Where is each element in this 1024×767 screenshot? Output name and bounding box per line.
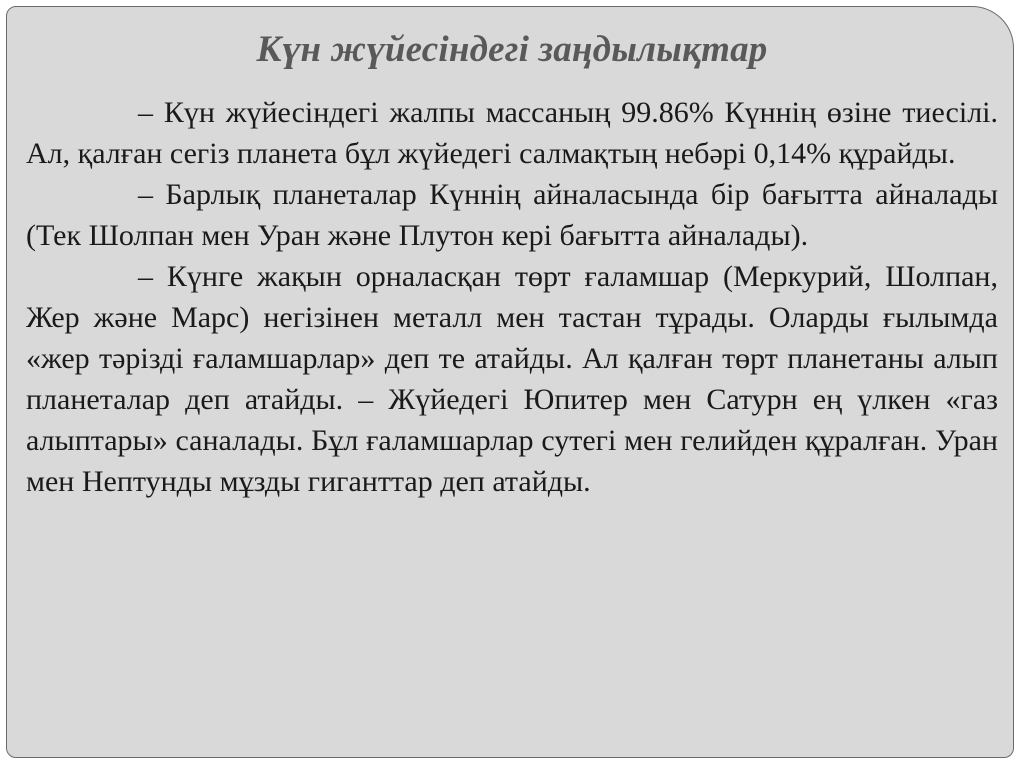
slide-title: Күн жүйесіндегі заңдылықтар	[256, 29, 768, 70]
slide-body	[26, 92, 998, 502]
paragraph-mass: – Күн жүйесіндегі жалпы массаның 99.86% Күннің өзіне тиесілі. Ал, қалған сегіз планета бұл жүйедегі салмақтың небәрі 0,14% құрайды.	[26, 96, 998, 170]
paragraph-planet-types: – Күнге жақын орналасқан төрт ғаламшар (Меркурий, Шолпан, Жер және Марс) негізінен металл мен тастан тұрады. Оларды ғылымда «жер тәрізді ғаламшарлар» деп те атайды. Ал қалған төрт планетаны алып планеталар деп атайды. – Жүйедегі Юпитер мен Сатурн ең үлкен «газ алыптары» саналады. Бұл ғаламшарлар сутегі мен гелийден құралған. Уран мен Нептунды мұзды гиганттар деп атайды.	[26, 260, 998, 498]
paragraph-rotation: – Барлық планеталар Күннің айналасында бір бағытта айналады (Тек Шолпан мен Уран және Плутон кері бағытта айналады).	[26, 178, 998, 252]
